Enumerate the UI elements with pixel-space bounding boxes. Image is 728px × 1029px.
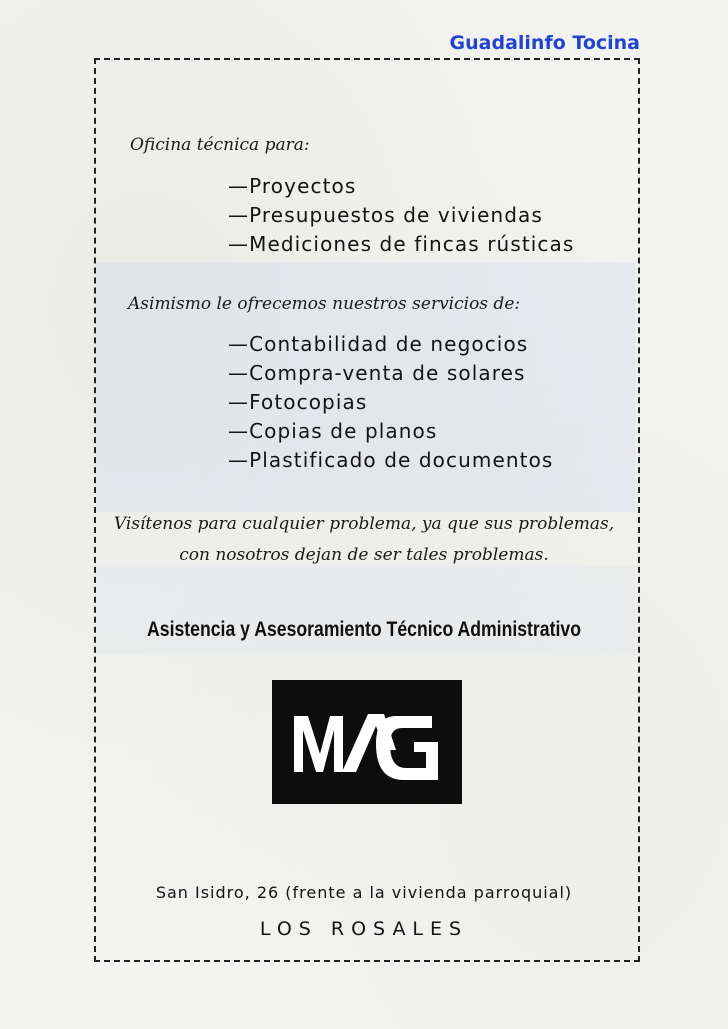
mac-logo — [272, 680, 462, 804]
office-intro: Oficina técnica para: — [130, 135, 310, 155]
office-list — [228, 172, 574, 259]
services-list — [228, 330, 553, 475]
mac-logo-mark — [272, 680, 462, 804]
services-intro: Asimismo le ofrecemos nuestros servicios de: — [128, 294, 521, 314]
service-item: —Copias de planos — [228, 419, 438, 443]
service-item: —Plastificado de documentos — [228, 448, 554, 472]
service-item: —Compra-venta de solares — [228, 361, 526, 385]
company-heading: Asistencia y Asesoramiento Técnico Administrativo — [147, 618, 581, 641]
service-item: —Fotocopias — [228, 390, 368, 414]
office-item: —Presupuestos de viviendas — [228, 203, 543, 227]
town-name: LOS ROSALES — [259, 918, 469, 940]
office-item: —Mediciones de fincas rústicas — [228, 232, 575, 256]
address-line: San Isidro, 26 (frente a la vivienda parroquial) — [155, 883, 573, 902]
watermark-text: Guadalinfo Tocina — [449, 32, 640, 54]
closing-line-2: con nosotros dejan de ser tales problemas. — [179, 545, 549, 565]
office-item: —Proyectos — [228, 174, 357, 198]
closing-line-1: Visítenos para cualquier problema, ya que sus problemas, — [113, 514, 615, 534]
service-item: —Contabilidad de negocios — [228, 332, 529, 356]
